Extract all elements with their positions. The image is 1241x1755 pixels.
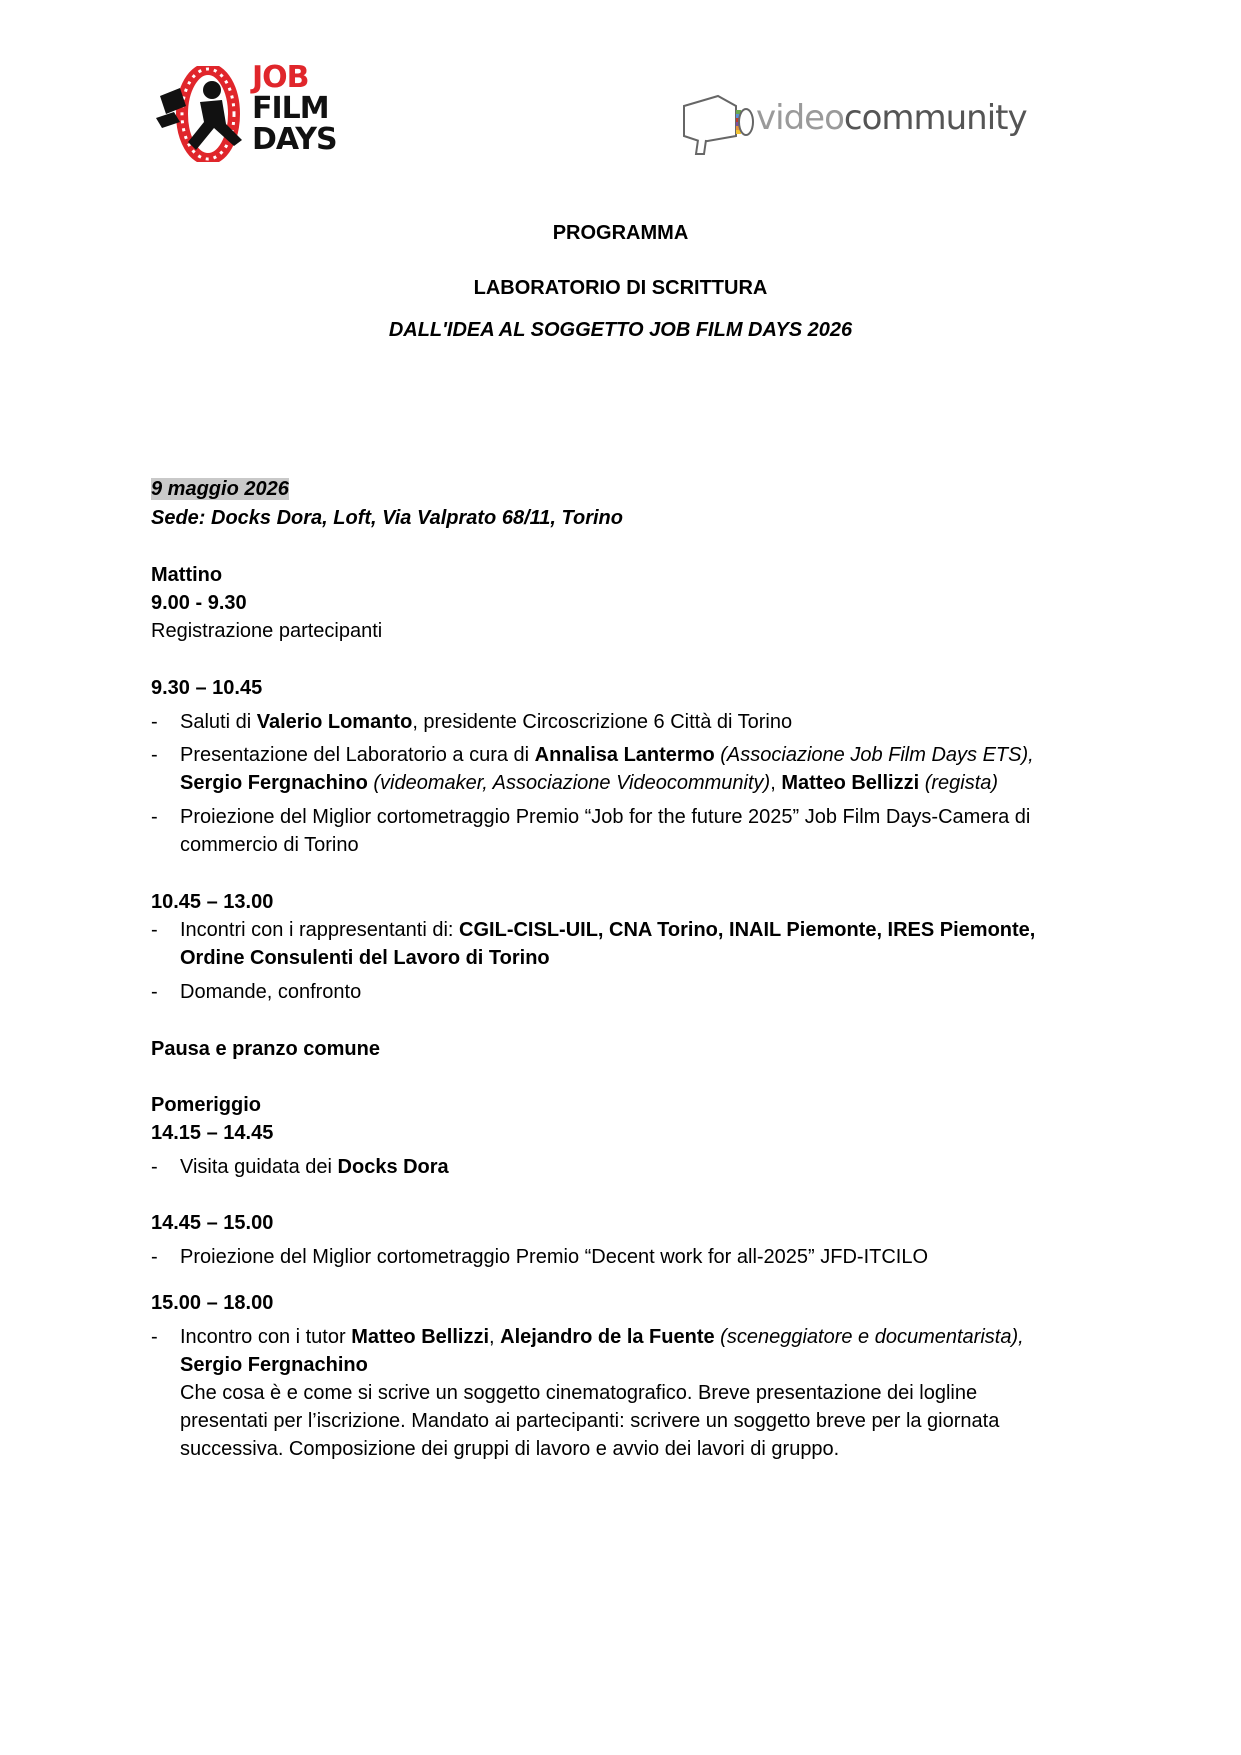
list-item-continuation: Sergio Fergnachino (videomaker, Associazione Videocommunity), Matteo Bellizzi (regista) <box>180 772 999 794</box>
time-slot: 9.00 - 9.30 <box>151 592 247 614</box>
list-item-continuation: Ordine Consulenti del Lavoro di Torino <box>180 947 550 969</box>
person-name: Sergio Fergnachino <box>180 772 368 794</box>
description-line: presentati per l’iscrizione. Mandato ai partecipanti: scrivere un soggetto breve per la giornata <box>180 1410 1000 1432</box>
list-item: Domande, confronto <box>180 981 362 1003</box>
logo-text-community: community <box>843 98 1027 138</box>
list-item: Saluti di Valerio Lomanto, presidente Circoscrizione 6 Città di Torino <box>180 711 793 733</box>
projector-icon <box>680 90 760 156</box>
person-name: Matteo Bellizzi <box>781 772 920 794</box>
list-item: Visita guidata dei Docks Dora <box>180 1156 449 1178</box>
logo-line-job: JOB <box>252 60 309 95</box>
description-line: Che cosa è e come si scrive un soggetto cinematografico. Breve presentazione dei logline <box>180 1382 978 1404</box>
time-slot: 14.15 – 14.45 <box>151 1122 274 1144</box>
videocommunity-logo <box>680 90 1027 156</box>
logo-text-video: video <box>756 98 844 138</box>
time-slot: 14.45 – 15.00 <box>151 1212 274 1234</box>
list-item: Presentazione del Laboratorio a cura di Annalisa Lantermo (Associazione Job Film Days ETS), <box>180 744 1034 766</box>
person-name: Matteo Bellizzi <box>351 1326 489 1348</box>
activity-text: Registrazione partecipanti <box>151 620 383 642</box>
section-morning: Mattino <box>151 564 223 586</box>
time-slot: 10.45 – 13.00 <box>151 891 274 913</box>
list-item: Proiezione del Miglior cortometraggio Premio “Decent work for all-2025” JFD-ITCILO <box>180 1246 929 1268</box>
bullet-dash: - <box>151 919 158 941</box>
event-title: DALL'IDEA AL SOGGETTO JOB FILM DAYS 2026 <box>388 319 853 341</box>
venue: Sede: Docks Dora, Loft, Via Valprato 68/11, Torino <box>151 507 623 529</box>
person-name: Annalisa Lantermo <box>534 744 715 766</box>
bullet-dash: - <box>151 806 158 828</box>
person-name: Sergio Fergnachino <box>180 1354 368 1376</box>
list-item: Incontri con i rappresentanti di: CGIL-CISL-UIL, CNA Torino, INAIL Piemonte, IRES Piemonte, <box>180 919 1036 941</box>
bullet-dash: - <box>151 1156 158 1178</box>
time-slot: 15.00 – 18.00 <box>151 1292 274 1314</box>
bullet-dash: - <box>151 744 158 766</box>
bullet-dash: - <box>151 1326 158 1348</box>
lunch-break: Pausa e pranzo comune <box>151 1038 380 1060</box>
page-subtitle: LABORATORIO DI SCRITTURA <box>473 277 768 299</box>
page-title: PROGRAMMA <box>552 222 689 244</box>
person-name: Valerio Lomanto <box>256 711 413 733</box>
person-name: Alejandro de la Fuente <box>500 1326 715 1348</box>
bullet-dash: - <box>151 1246 158 1268</box>
bullet-dash: - <box>151 981 158 1003</box>
list-item: Proiezione del Miglior cortometraggio Premio “Job for the future 2025” Job Film Days-Camera di <box>180 806 1031 828</box>
bullet-dash: - <box>151 711 158 733</box>
logo-line-days: DAYS <box>252 122 337 157</box>
place-name: Docks Dora <box>337 1156 449 1178</box>
event-date: 9 maggio 2026 <box>151 478 289 500</box>
logo-line-film: FILM <box>252 91 329 126</box>
list-item: Incontro con i tutor Matteo Bellizzi, Alejandro de la Fuente (sceneggiatore e documentarista), <box>180 1326 1024 1348</box>
list-item-continuation: commercio di Torino <box>180 834 359 856</box>
section-afternoon: Pomeriggio <box>151 1094 262 1116</box>
time-slot: 9.30 – 10.45 <box>151 677 263 699</box>
job-film-days-logo <box>150 60 360 162</box>
organizations: CGIL-CISL-UIL, CNA Torino, INAIL Piemonte, IRES Piemonte, <box>459 919 1036 941</box>
description-line: successiva. Composizione dei gruppi di lavoro e avvio dei lavori di gruppo. <box>180 1438 840 1460</box>
